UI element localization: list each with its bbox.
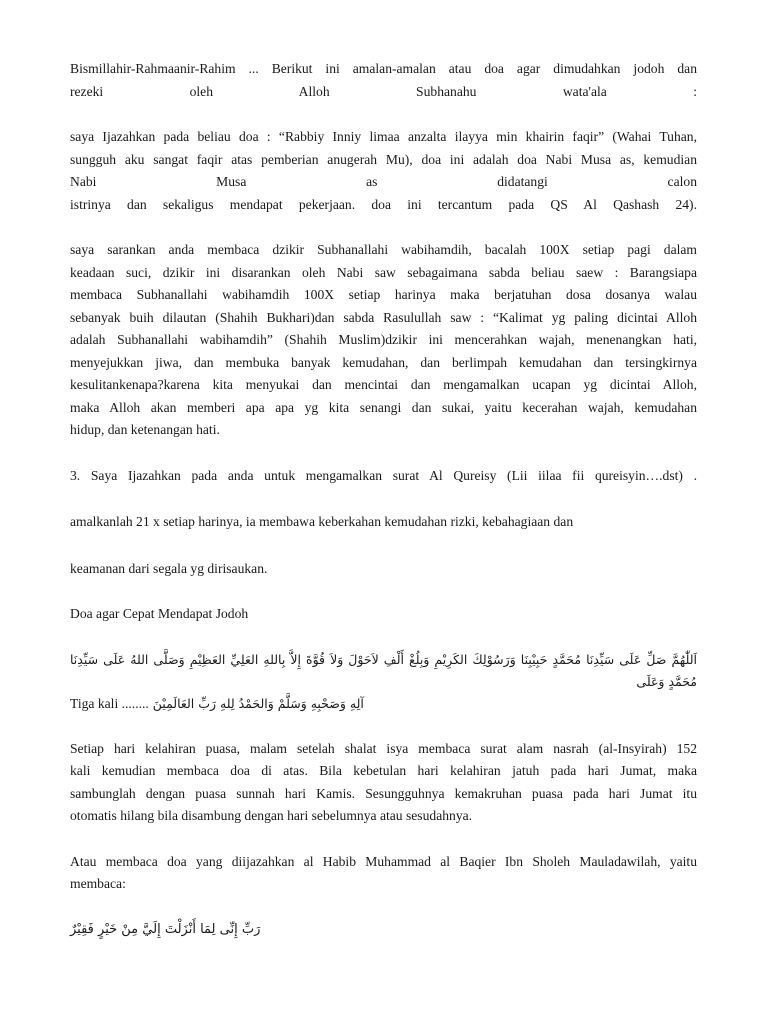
arabic-doa-block — [70, 649, 697, 715]
dzikir-line-4: sebanyak buih dilautan (Shahih Bukhari)dan sabda Rasulullah saw : “Kalimat yg paling dicintai Alloh — [70, 309, 697, 325]
dzikir-line-8: maka Alloh akan memberi apa apa yg kita senangi dan sukai, yaitu kecerahan wajah, kemudahan — [70, 399, 697, 415]
arabic-doa-line-1: اَللّٰهُمَّ صَلِّ عَلَى سَيِّدِنَا مُحَمَّدٍ حَبِيْبِنَا وَرَسُوْلِكَ الكَرِيْمِ وَبِلُغْ أَلْفِ لاَحَوْلَ وَلاَ قُوَّةَ إِلاَّ بِاللهِ العَلِيِّ العَظِيْمِ وَصَلَّى اللهُ عَلَى سَيِّدِنَا مُحَمَّدٍ وَعَلَى — [70, 651, 697, 689]
habib-paragraph — [70, 851, 697, 896]
arabic-doa-line-2-text: آلِهِ وَصَحْبِهِ وَسَلَّمْ وَالحَمْدُ لِلهِ رَبِّ العَالَمِيْنَ — [152, 695, 364, 711]
puasa-line-3: sambunglah dengan puasa sunnah hari Kamis. Sesungguhnya kemakruhan puasa pada hari Jumat itu — [70, 785, 697, 801]
dzikir-line-7: kesulitankenapa?karena kita menyukai dan mencintai dan mengamalkan ucapan yg dicintai Alloh, — [70, 377, 697, 392]
dzikir-line-3: membaca Subhanallahi wabihamdih 100X setiap harinya maka berjatuhan dosa dosanya walau — [70, 287, 697, 302]
ijazah-line-1: saya Ijazahkan pada beliau doa : “Rabbiy Inniy limaa anzalta ilayya min khairin faqir” (Wahai Tuhan, — [70, 129, 697, 144]
dzikir-line-5: adalah Subhanallahi wabihamdih” (Shahih Muslim)dzikir ini mencerahkan wajah, menenangkan hati, — [70, 332, 697, 347]
arabic-final-doa: رَبِّ إِنِّى لِمَا أَنْزَلْتَ إِلَيَّ مِنْ خَيْرٍ فَقِيْرٌ — [70, 921, 261, 937]
puasa-line-4: otomatis hilang bila disambung dengan hari sebelumnya atau sesudahnya. — [70, 808, 473, 823]
arabic-doa-line-2 — [70, 693, 697, 715]
intro-line-2: rezeki oleh Alloh Subhanahu wata'ala : — [70, 83, 697, 99]
tiga-kali-label: Tiga kali ........ — [70, 695, 149, 711]
ijazah-line-2: sungguh aku sangat faqir atas pemberian anugerah Mu), doa ini adalah doa Nabi Musa as, kemudian — [70, 151, 697, 167]
dzikir-line-6: menyejukkan jiwa, dan membuka banyak kemudahan, dan berlimpah kemudahan dan tersingkirnya — [70, 354, 697, 370]
intro-line-1: Bismillahir-Rahmaanir-Rahim ... Berikut ini amalan-amalan atau doa agar dimudahkan jodoh dan — [70, 61, 697, 76]
keamanan-paragraph: keamanan dari segala yg dirisaukan. — [70, 560, 268, 576]
intro-paragraph — [70, 58, 697, 103]
document-page — [70, 58, 697, 941]
dzikir-paragraph — [70, 239, 697, 442]
dzikir-line-2: keadaan suci, dzikir ini disarankan oleh Nabi saw sebagaimana sabda beliau saew : Barangsiapa — [70, 264, 697, 280]
ijazah-line-4: istrinya dan sekaligus mendapat pekerjaan. doa ini tercantum pada QS Al Qashash 24). — [70, 196, 697, 212]
habib-line-2: membaca: — [70, 876, 126, 891]
jodoh-heading: Doa agar Cepat Mendapat Jodoh — [70, 606, 249, 621]
dzikir-line-9: hidup, dan ketenangan hati. — [70, 422, 220, 437]
dzikir-line-1: saya sarankan anda membaca dzikir Subhanallahi wabihamdih, bacalah 100X setiap pagi dalam — [70, 242, 697, 257]
puasa-paragraph — [70, 738, 697, 828]
puasa-line-2: kali kemudian membaca doa di atas. Bila kebetulan hari kelahiran jatuh pada hari Jumat, maka — [70, 763, 697, 778]
puasa-line-1: Setiap hari kelahiran puasa, malam setelah shalat isya membaca surat alam nasrah (al-Insyirah) 152 — [70, 740, 697, 756]
habib-line-1: Atau membaca doa yang diijazahkan al Habib Muhammad al Baqier Ibn Sholeh Mauladawilah, yaitu — [70, 853, 697, 869]
qureisy-paragraph: 3. Saya Ijazahkan pada anda untuk mengamalkan surat Al Qureisy (Lii iilaa fii qureisyin….dst) . — [70, 467, 697, 483]
amalkan-paragraph: amalkanlah 21 x setiap harinya, ia membawa keberkahan kemudahan rizki, kebahagiaan dan — [70, 514, 574, 529]
ijazah-doa-paragraph — [70, 126, 697, 216]
ijazah-line-3: Nabi Musa as didatangi calon — [70, 174, 697, 189]
